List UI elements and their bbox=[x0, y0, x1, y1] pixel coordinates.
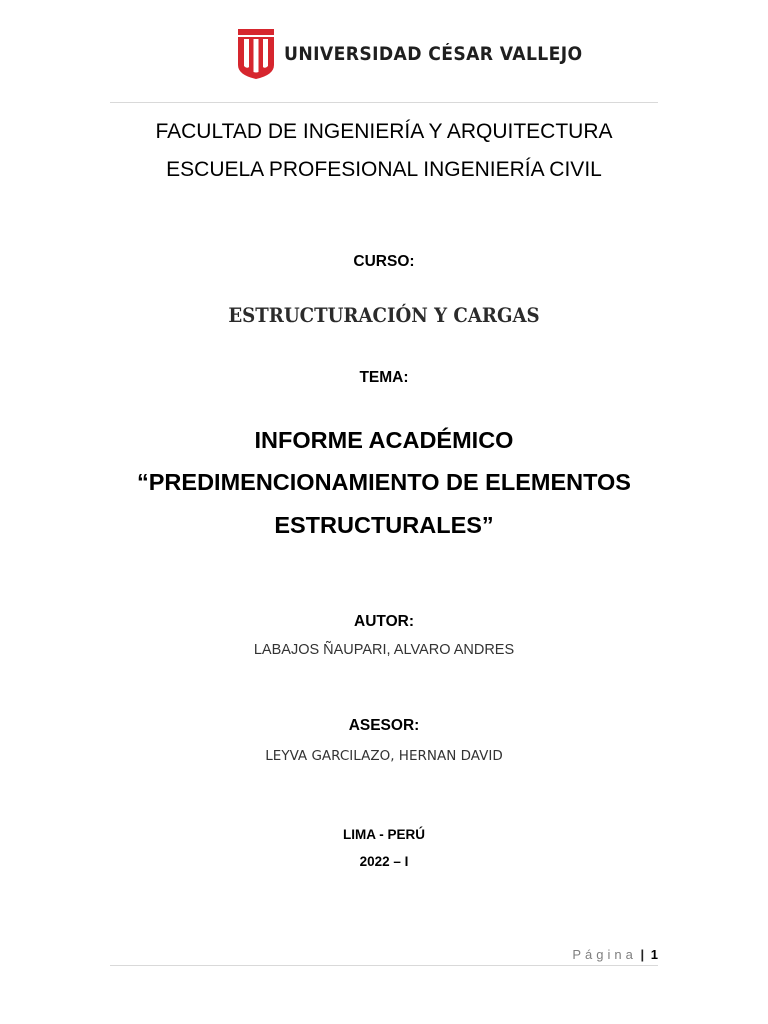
topic-label: TEMA: bbox=[359, 369, 409, 386]
author-name: LABAJOS ÑAUPARI, ALVARO ANDRES bbox=[253, 642, 515, 658]
university-header bbox=[236, 24, 605, 80]
university-name: UNIVERSIDAD CÉSAR VALLEJO bbox=[284, 43, 583, 65]
university-logo-icon bbox=[236, 25, 276, 79]
school-title: ESCUELA PROFESIONAL INGENIERÍA CIVIL bbox=[166, 158, 602, 181]
year-text: 2022 – I bbox=[359, 854, 409, 869]
faculty-title: FACULTAD DE INGENIERÍA Y ARQUITECTURA bbox=[155, 120, 613, 143]
topic-line-2: “PREDIMENCIONAMIENTO DE ELEMENTOS bbox=[137, 469, 631, 495]
page-number: 1 bbox=[650, 947, 658, 962]
advisor-label: ASESOR: bbox=[348, 717, 420, 734]
footer-divider bbox=[110, 965, 658, 966]
page-footer bbox=[572, 946, 658, 964]
place-text: LIMA - PERÚ bbox=[343, 827, 425, 842]
course-name: ESTRUCTURACIÓN Y CARGAS bbox=[228, 304, 540, 327]
topic-line-1: INFORME ACADÉMICO bbox=[254, 427, 514, 453]
topic-line-3: ESTRUCTURALES” bbox=[274, 512, 494, 538]
page-word: Página bbox=[572, 947, 637, 962]
advisor-name: LEYVA GARCILAZO, HERNAN DAVID bbox=[265, 748, 503, 764]
header-divider bbox=[110, 102, 658, 103]
author-label: AUTOR: bbox=[354, 613, 414, 630]
course-label: CURSO: bbox=[353, 253, 415, 270]
page-separator: | bbox=[640, 947, 645, 962]
